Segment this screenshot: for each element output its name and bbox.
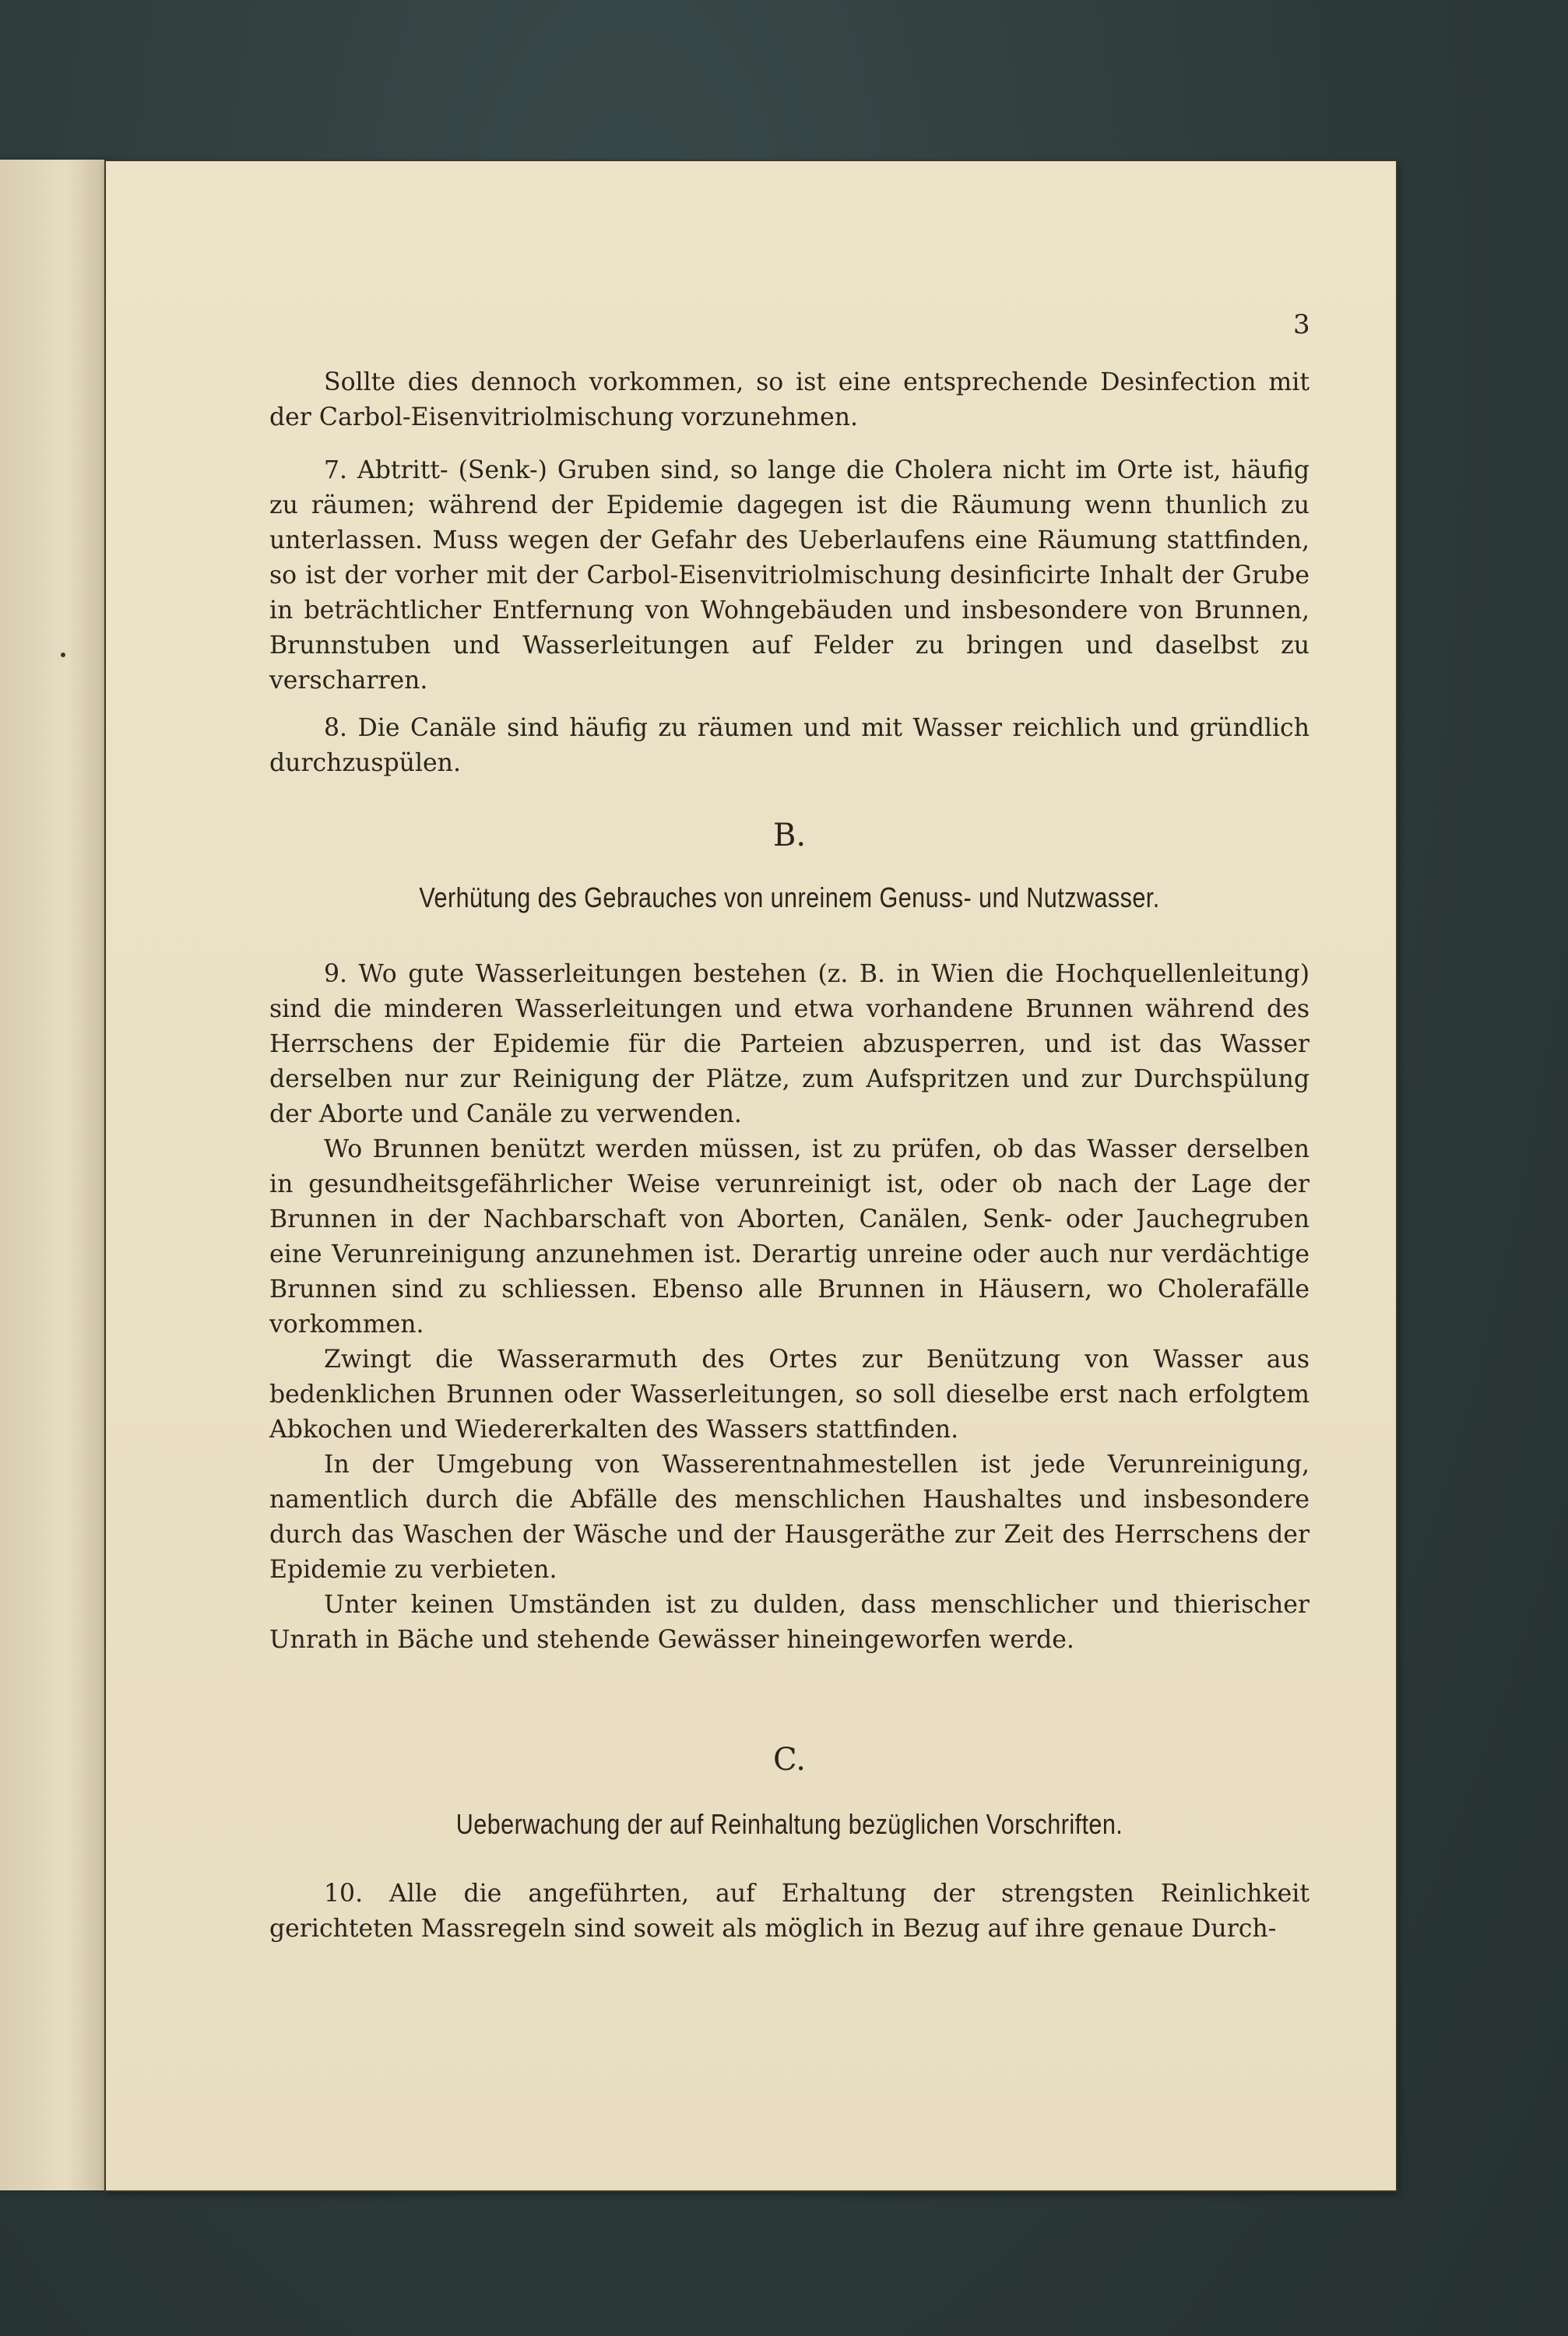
section-b-paragraph: Zwingt die Wasserarmuth des Ortes zur Benützung von Wasser aus bedenklichen Brunnen oder Wasserleitungen, so soll dieselbe erst nach erfolgtem Abkochen und Wiedererkalten des Wassers stattfinden.: [269, 1346, 1310, 1444]
paragraph-7: 7. Abtritt- (Senk-) Gruben sind, so lange die Cholera nicht im Orte ist, häufig zu räumen; während der Epidemie dagegen ist die Räumung wenn thunlich zu unterlassen. Muss wegen der Gefahr des Ueberlaufens eine Räumung stattfinden, so ist der vorher mit der Carbol-Eisenvitriolmischung desinficirte Inhalt der Grube in beträchtlicher Entfernung von Wohngebäuden und insbesondere von Brunnen, Brunnstuben und Wasserleitungen auf Felder zu bringen und daselbst zu verscharren.: [269, 456, 1310, 695]
paragraph-8: 8. Die Canäle sind häufig zu räumen und mit Wasser reichlich und gründlich durchzuspülen.: [269, 714, 1310, 777]
paragraph-7-block: [269, 453, 1310, 698]
section-c-body: [269, 1877, 1310, 1947]
section-c-title: Ueberwachung der auf Reinhaltung bezüglichen Vorschriften.: [455, 1808, 1123, 1840]
intro-paragraph-block: [269, 365, 1310, 435]
ink-speck: [61, 653, 65, 657]
document-page: [106, 161, 1396, 2190]
section-b-paragraph: Unter keinen Umständen ist zu dulden, dass menschlicher und thierischer Unrath in Bäche und stehende Gewässer hineingeworfen werde.: [269, 1591, 1310, 1654]
section-b-paragraph: Wo Brunnen benützt werden müssen, ist zu prüfen, ob das Wasser derselben in gesundheitsgefährlicher Weise verunreinigt ist, oder ob nach der Lage der Brunnen in der Nachbarschaft von Aborten, Canälen, Senk- oder Jauchegruben eine Verunreinigung anzunehmen ist. Derartig unreine oder auch nur verdächtige Brunnen sind zu schliessen. Ebenso alle Brunnen in Häusern, wo Cholerafälle vorkommen.: [269, 1135, 1310, 1339]
previous-page-edge: [0, 160, 111, 2190]
section-b-paragraph: In der Umgebung von Wasserentnahmestellen ist jede Verunreinigung, namentlich durch die Abfälle des menschlichen Haushaltes und insbesondere durch das Waschen der Wäsche und der Hausgeräthe zur Zeit des Herrschens der Epidemie zu verbieten.: [269, 1451, 1310, 1584]
section-b-title: Verhütung des Gebrauches von unreinem Genuss- und Nutzwasser.: [419, 881, 1160, 913]
section-b-letter: B.: [772, 818, 807, 853]
paragraph-8-block: [269, 711, 1310, 781]
section-b-body: [269, 957, 1310, 1658]
section-c-letter: C.: [773, 1742, 806, 1778]
intro-paragraph: Sollte dies dennoch vorkommen, so ist eine entsprechende Desinfection mit der Carbol-Eisenvitriolmischung vorzunehmen.: [269, 368, 1310, 431]
paragraph-9: 9. Wo gute Wasserleitungen bestehen (z. B. in Wien die Hochquellenleitung) sind die minderen Wasserleitungen und etwa vorhandene Brunnen während des Herrschens der Epidemie für die Parteien abzusperren, und ist das Wasser derselben nur zur Reinigung der Plätze, zum Aufspritzen und zur Durchspülung der Aborte und Canäle zu verwenden.: [269, 960, 1310, 1128]
paragraph-10: 10. Alle die angeführten, auf Erhaltung der strengsten Reinlichkeit gerichteten Massregeln sind soweit als möglich in Bezug auf ihre genaue Durch-: [269, 1880, 1310, 1943]
page-number: 3: [1293, 309, 1310, 340]
